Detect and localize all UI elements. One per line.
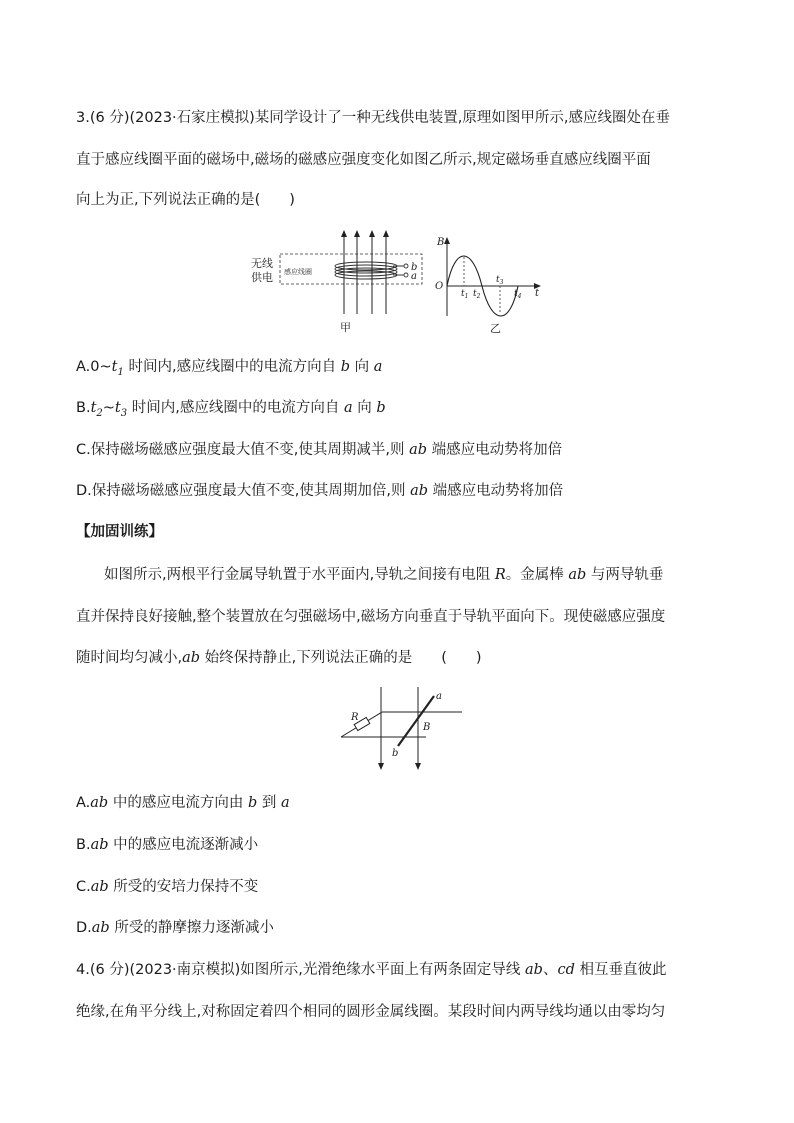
q3-option-a-text-3: 向 bbox=[349, 359, 374, 375]
resistor-label: R bbox=[351, 712, 359, 723]
training-text-line-2: 直并保持良好接触,整个装置放在匀强磁场中,磁场方向垂直于导轨平面向下。现使磁感应强度 bbox=[76, 609, 666, 625]
t4-label: $t_4$ bbox=[514, 289, 522, 300]
training-option-a-text-2: 中的感应电流方向由 bbox=[108, 795, 248, 811]
origin-label: O bbox=[435, 281, 444, 292]
q4-line-1-ab: ab bbox=[525, 962, 543, 978]
training-option-d-text-1: D. bbox=[76, 920, 92, 936]
training-option-d bbox=[76, 918, 274, 938]
training-option-b-ab: ab bbox=[90, 837, 109, 853]
training-option-a-b: b bbox=[247, 795, 258, 811]
terminal-b bbox=[404, 264, 408, 268]
q3-text-line-1: 3.(6 分)(2023·石家庄模拟)某同学设计了一种无线供电装置,原理如图甲所示,感应线圈处在垂 bbox=[76, 110, 671, 126]
training-option-a-a: a bbox=[280, 795, 290, 811]
field-b-label: B bbox=[423, 722, 431, 733]
terminal-a bbox=[404, 273, 408, 277]
t3-label: $t_3$ bbox=[496, 275, 504, 286]
q4-line-1-cd: cd bbox=[557, 962, 575, 978]
q4-text-line-1 bbox=[76, 960, 666, 980]
q3-option-c bbox=[76, 440, 562, 460]
training-line-3-ab: ab bbox=[182, 650, 201, 666]
field-arrowheads bbox=[341, 230, 389, 237]
q3-option-a-a: a bbox=[373, 359, 383, 375]
q4-line-1-text-2: 相互垂直彼此 bbox=[574, 962, 667, 978]
training-option-a-text-3: 到 bbox=[257, 795, 281, 811]
q3-option-d-ab: ab bbox=[410, 483, 429, 499]
training-option-a bbox=[76, 793, 290, 813]
q3-option-b-text-2: ~ bbox=[102, 400, 115, 416]
source-label-line-1: 无线 bbox=[251, 257, 273, 270]
coil-label: 感应线圈 bbox=[284, 268, 312, 276]
training-option-b-text-2: 中的感应电流逐渐减小 bbox=[108, 837, 259, 853]
q3-option-a-b: b bbox=[340, 359, 350, 375]
training-option-c-text-1: C. bbox=[76, 879, 91, 895]
training-option-c bbox=[76, 877, 258, 897]
q3-option-b-t2: $t_2$ bbox=[90, 400, 103, 419]
q3-option-c-text-1: C.保持磁场磁感应强度最大值不变,使其周期减半,则 bbox=[76, 442, 410, 458]
training-line-1-r: R bbox=[494, 567, 506, 583]
q3-option-a-text-2: 时间内,感应线圈中的电流方向自 bbox=[123, 359, 341, 375]
training-line-1-ab: ab bbox=[568, 567, 587, 583]
training-line-3-text-2: 始终保持静止,下列说法正确的是 ( ) bbox=[200, 650, 482, 666]
q4-line-1-sep: 、 bbox=[542, 962, 558, 978]
q3-option-a-t1: $t_1$ bbox=[111, 359, 124, 378]
training-line-1-text-1: 如图所示,两根平行金属导轨置于水平面内,导轨之间接有电阻 bbox=[104, 567, 495, 583]
b-axis-arrow bbox=[444, 237, 450, 244]
q3-option-b-text-1: B. bbox=[76, 400, 91, 416]
training-figure-rails bbox=[338, 684, 468, 774]
training-option-d-text-2: 所受的静摩擦力逐渐减小 bbox=[109, 920, 274, 936]
training-option-b-text-1: B. bbox=[76, 837, 91, 853]
q4-text-line-2: 绝缘,在角平分线上,对称固定着四个相同的圆形金属线圈。某段时间内两导线均通以由零均匀 bbox=[76, 1004, 666, 1020]
q3-text-line-2: 直于感应线圈平面的磁场中,磁场的磁感应强度变化如图乙所示,规定磁场垂直感应线圈平面 bbox=[76, 152, 651, 168]
t2-label: $t_2$ bbox=[473, 289, 481, 300]
training-header: 【加固训练】 bbox=[76, 524, 163, 540]
source-label-line-2: 供电 bbox=[251, 271, 273, 284]
figure-caption-jia: 甲 bbox=[340, 321, 351, 334]
training-line-1-text-3: 与两导轨垂 bbox=[586, 567, 664, 583]
figure-caption-yi: 乙 bbox=[490, 322, 501, 335]
training-option-d-ab: ab bbox=[91, 920, 110, 936]
q3-option-c-ab: ab bbox=[409, 442, 427, 458]
rod-end-a-label: a bbox=[436, 691, 442, 702]
q3-text-line-3: 向上为正,下列说法正确的是( ) bbox=[76, 192, 295, 208]
training-option-c-text-2: 所受的安培力保持不变 bbox=[108, 879, 259, 895]
q3-option-b-a: a bbox=[343, 400, 353, 416]
q3-option-b-text-3: 时间内,感应线圈中的电流方向自 bbox=[127, 400, 344, 416]
q3-option-d bbox=[76, 481, 563, 501]
t-axis-label: t bbox=[535, 288, 540, 299]
training-line-1-text-2: 。金属棒 bbox=[505, 567, 569, 583]
q3-option-d-text-2: 端感应电动势将加倍 bbox=[428, 483, 564, 499]
q3-figure-jia bbox=[248, 228, 430, 336]
training-text-line-3 bbox=[76, 648, 482, 668]
q3-option-c-text-2: 端感应电动势将加倍 bbox=[427, 442, 563, 458]
q3-option-b-t3: $t_3$ bbox=[114, 400, 128, 419]
q3-option-a bbox=[76, 357, 382, 377]
terminal-b-label: b bbox=[411, 262, 418, 273]
induction-coil bbox=[335, 262, 404, 279]
metal-rod-ab bbox=[398, 696, 434, 746]
training-option-b bbox=[76, 835, 258, 855]
b-axis-label: B bbox=[437, 237, 445, 248]
q4-line-1-text-1: 4.(6 分)(2023·南京模拟)如图所示,光滑绝缘水平面上有两条固定导线 bbox=[76, 962, 526, 978]
training-option-a-text-1: A. bbox=[76, 795, 91, 811]
q3-option-a-text-1: A.0~ bbox=[76, 359, 112, 375]
q3-option-d-text-1: D.保持磁场磁感应强度最大值不变,使其周期加倍,则 bbox=[76, 483, 411, 499]
training-line-3-text-1: 随时间均匀减小, bbox=[76, 650, 183, 666]
q3-option-b bbox=[76, 398, 386, 418]
terminal-a-label: a bbox=[411, 271, 417, 282]
training-option-c-ab: ab bbox=[90, 879, 109, 895]
rod-end-b-label: b bbox=[392, 748, 399, 759]
q3-figure-yi bbox=[432, 232, 547, 336]
q3-option-b-text-4: 向 bbox=[352, 400, 377, 416]
field-arrowheads-down bbox=[378, 763, 421, 770]
t1-label: $t_1$ bbox=[461, 289, 469, 300]
training-option-a-ab: ab bbox=[90, 795, 109, 811]
field-lines bbox=[344, 235, 386, 314]
training-text-line-1 bbox=[104, 565, 663, 585]
q3-option-b-b: b bbox=[376, 400, 386, 416]
